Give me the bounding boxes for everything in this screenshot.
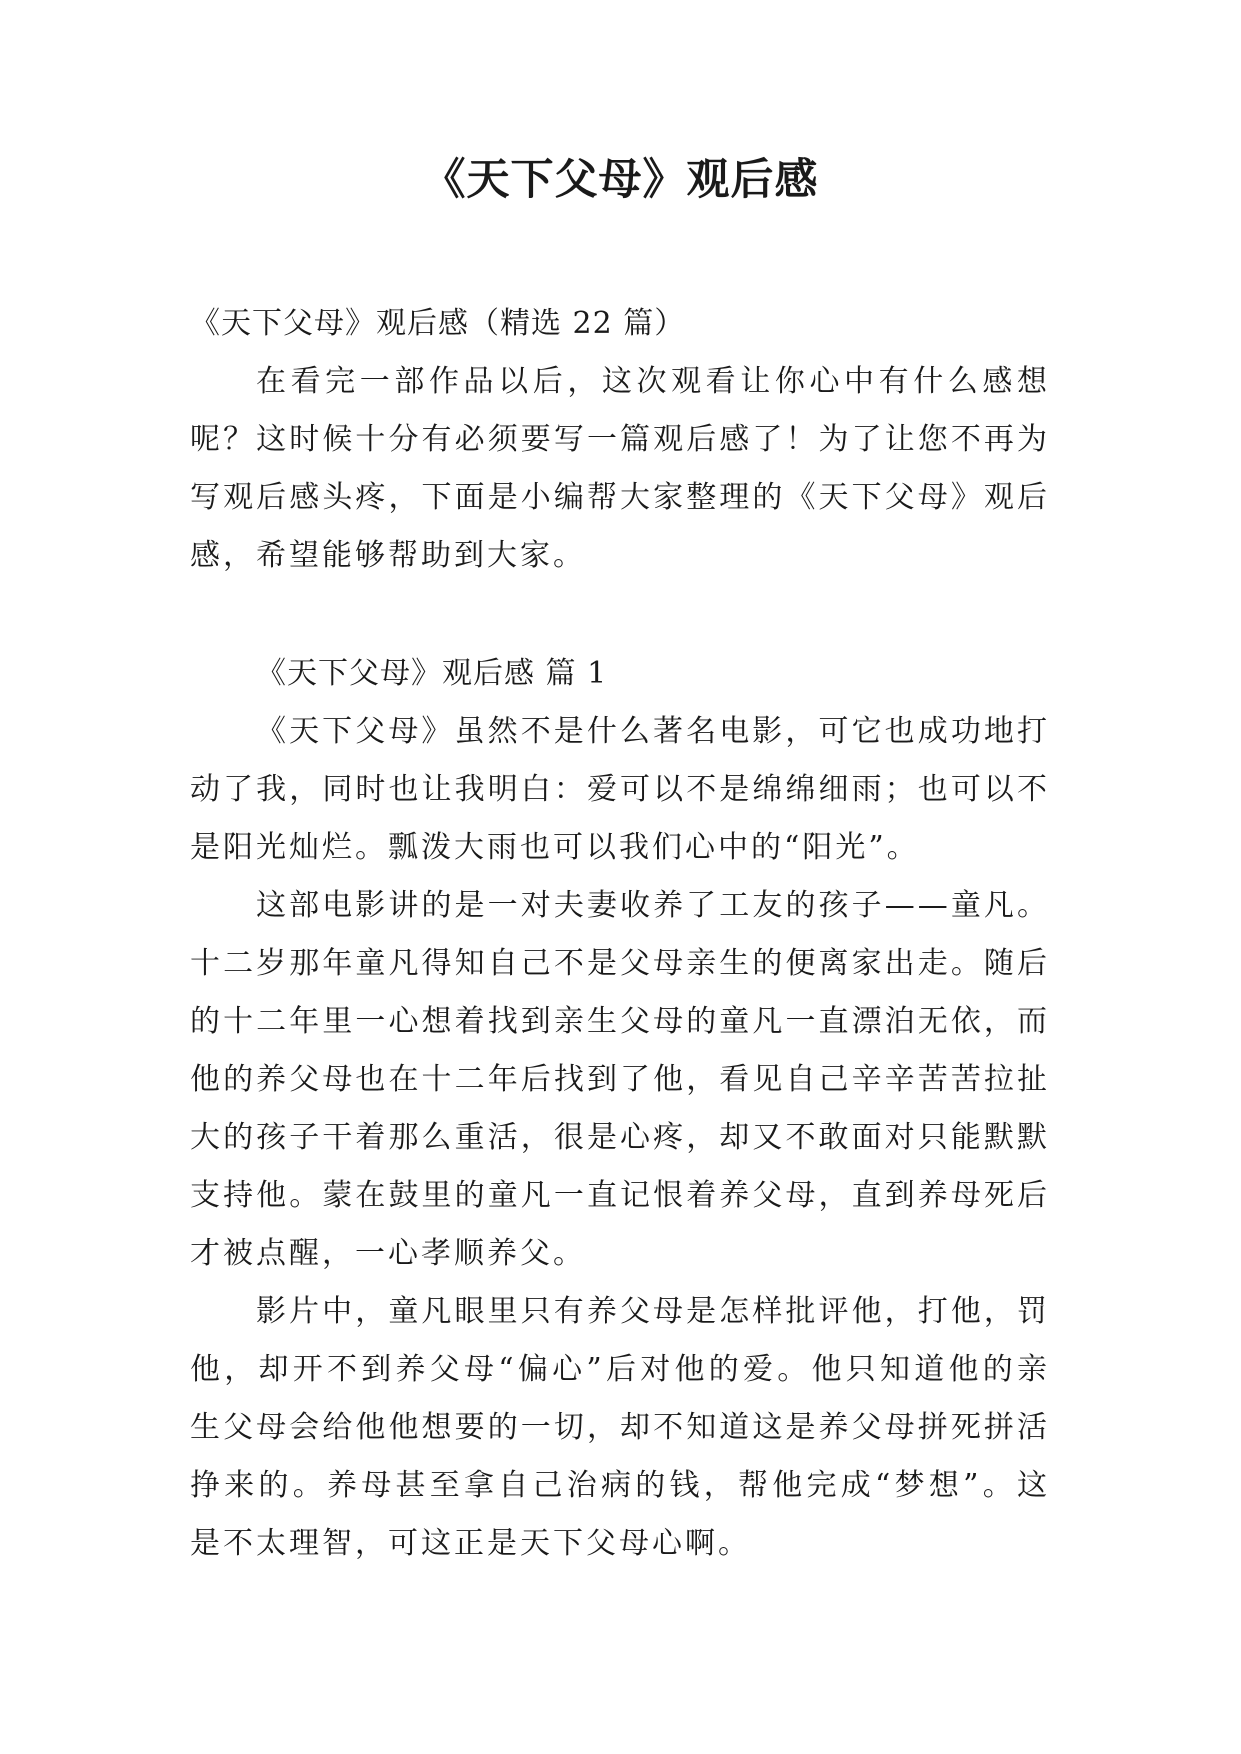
document-body <box>190 295 1050 1573</box>
section-heading: 《天下父母》观后感 篇 1 <box>256 656 608 691</box>
intro-paragraph: 在看完一部作品以后，这次观看让你心中有什么感想呢？这时候十分有必须要写一篇观后感了！为了让您不再为写观后感头疼，下面是小编帮大家整理的《天下父母》观后感，希望能够帮助到大家。 <box>190 364 1050 573</box>
body-paragraph: 《天下父母》虽然不是什么著名电影，可它也成功地打动了我，同时也让我明白：爱可以不是绵绵细雨；也可以不是阳光灿烂。瓢泼大雨也可以我们心中的“阳光”。 <box>190 714 1050 865</box>
body-paragraph: 这部电影讲的是一对夫妻收养了工友的孩子——童凡。十二岁那年童凡得知自己不是父母亲生的便离家出走。随后的十二年里一心想着找到亲生父母的童凡一直漂泊无依，而他的养父母也在十二年后找到了他，看见自己辛辛苦苦拉扯大的孩子干着那么重活，很是心疼，却又不敢面对只能默默支持他。蒙在鼓里的童凡一直记恨着养父母，直到养母死后才被点醒，一心孝顺养父。 <box>190 888 1050 1271</box>
body-paragraph: 影片中，童凡眼里只有养父母是怎样批评他，打他，罚他，却开不到养父母“偏心”后对他的爱。他只知道他的亲生父母会给他他想要的一切，却不知道这是养父母拼死拼活挣来的。养母甚至拿自己治病的钱，帮他完成“梦想”。这是不太理智，可这正是天下父母心啊。 <box>190 1294 1050 1561</box>
document-subtitle: 《天下父母》观后感（精选 22 篇） <box>190 306 686 341</box>
document-title: 《天下父母》观后感 <box>422 155 819 205</box>
